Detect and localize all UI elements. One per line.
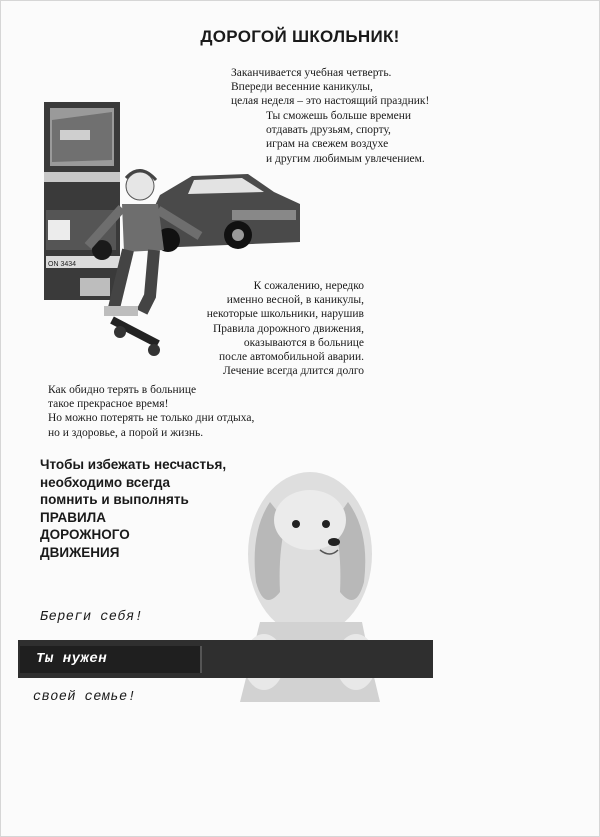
verse-hospital: Как обидно терять в больнице такое прекрасное время! Но можно потерять не только дни отдыха, но и здоровье, а порой и жизнь.: [48, 384, 255, 439]
slogan-take-care: Береги себя!: [40, 610, 144, 625]
truck-plate-text: ON 3434: [48, 261, 77, 268]
page-title: ДОРОГОЙ ШКОЛЬНИК!: [200, 27, 400, 46]
slogan-family: своей семье!: [33, 690, 137, 705]
verse-free-time: Ты сможешь больше времени отдавать друзьям, спорту, играм на свежем воздухе и другим любимым увлечением.: [266, 110, 425, 165]
rules-reminder: Чтобы избежать несчастья, необходимо всегда помнить и выполнять ПРАВИЛА ДОРОЖНОГО ДВИЖЕНИЯ: [40, 457, 227, 560]
truck-front: [44, 102, 120, 300]
verse-warning: К сожалению, нередко именно весной, в каникулы, некоторые школьники, нарушив Правила дорожного движения, оказываются в больнице после автомобильной аварии. Лечение всегда длится долго: [206, 280, 364, 378]
verse-intro: Заканчивается учебная четверть. Впереди весенние каникулы, целая неделя – это настоящий праздник!: [231, 67, 430, 108]
slogan-you-are-needed: Ты нужен: [36, 651, 108, 667]
car: [150, 174, 300, 252]
